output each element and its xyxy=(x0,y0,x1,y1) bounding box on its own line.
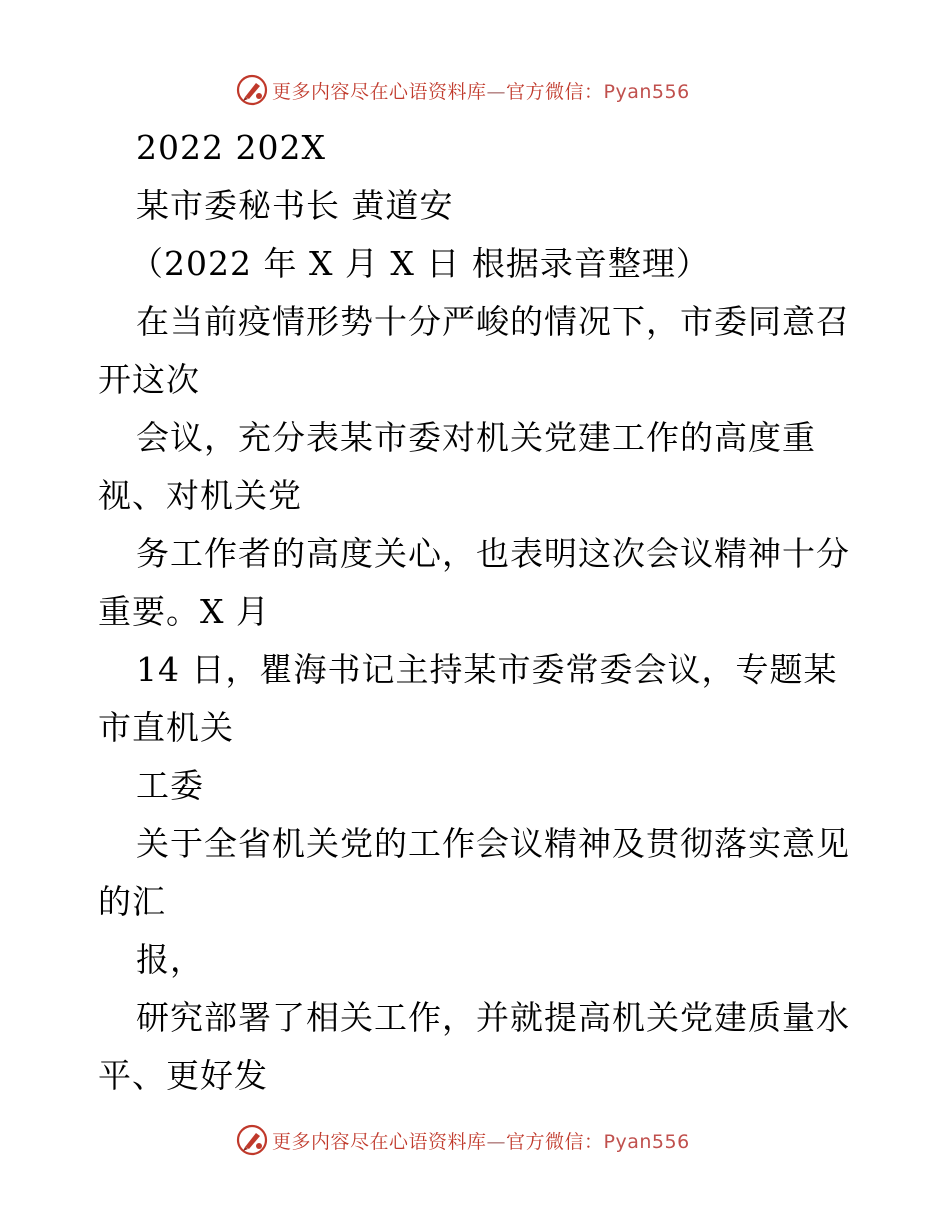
doc-line-speaker: 某市委秘书长 黄道安 xyxy=(136,186,454,225)
doc-line: 市直机关 xyxy=(98,708,234,747)
footer-watermark xyxy=(236,1123,690,1157)
doc-line: 工委 xyxy=(136,766,204,805)
watermark-text: 更多内容尽在心语资料库—官方微信：Pyan556 xyxy=(272,80,690,103)
pen-quill-logo-icon xyxy=(236,1124,268,1156)
doc-line: 研究部署了相关工作，并就提高机关党建质量水 xyxy=(136,998,850,1037)
doc-line-date-note: （2022 年 X 月 X 日 根据录音整理） xyxy=(130,244,710,283)
doc-line: 报， xyxy=(136,940,204,979)
doc-line-date-header: 2022 202X xyxy=(136,128,326,167)
doc-line: 关于全省机关党的工作会议精神及贯彻落实意见 xyxy=(136,824,850,863)
doc-line: 会议，充分表某市委对机关党建工作的高度重 xyxy=(136,418,816,457)
doc-line: 平、更好发 xyxy=(98,1056,268,1095)
doc-line: 视、对机关党 xyxy=(98,476,302,515)
doc-line: 14 日，瞿海书记主持某市委常委会议，专题某 xyxy=(136,650,838,689)
doc-line: 务工作者的高度关心，也表明这次会议精神十分 xyxy=(136,534,850,573)
doc-line: 在当前疫情形势十分严峻的情况下，市委同意召 xyxy=(136,302,850,341)
watermark-text: 更多内容尽在心语资料库—官方微信：Pyan556 xyxy=(272,1130,690,1153)
doc-line: 开这次 xyxy=(98,360,200,399)
doc-line: 的汇 xyxy=(98,882,166,921)
doc-line: 重要。X 月 xyxy=(98,592,270,631)
